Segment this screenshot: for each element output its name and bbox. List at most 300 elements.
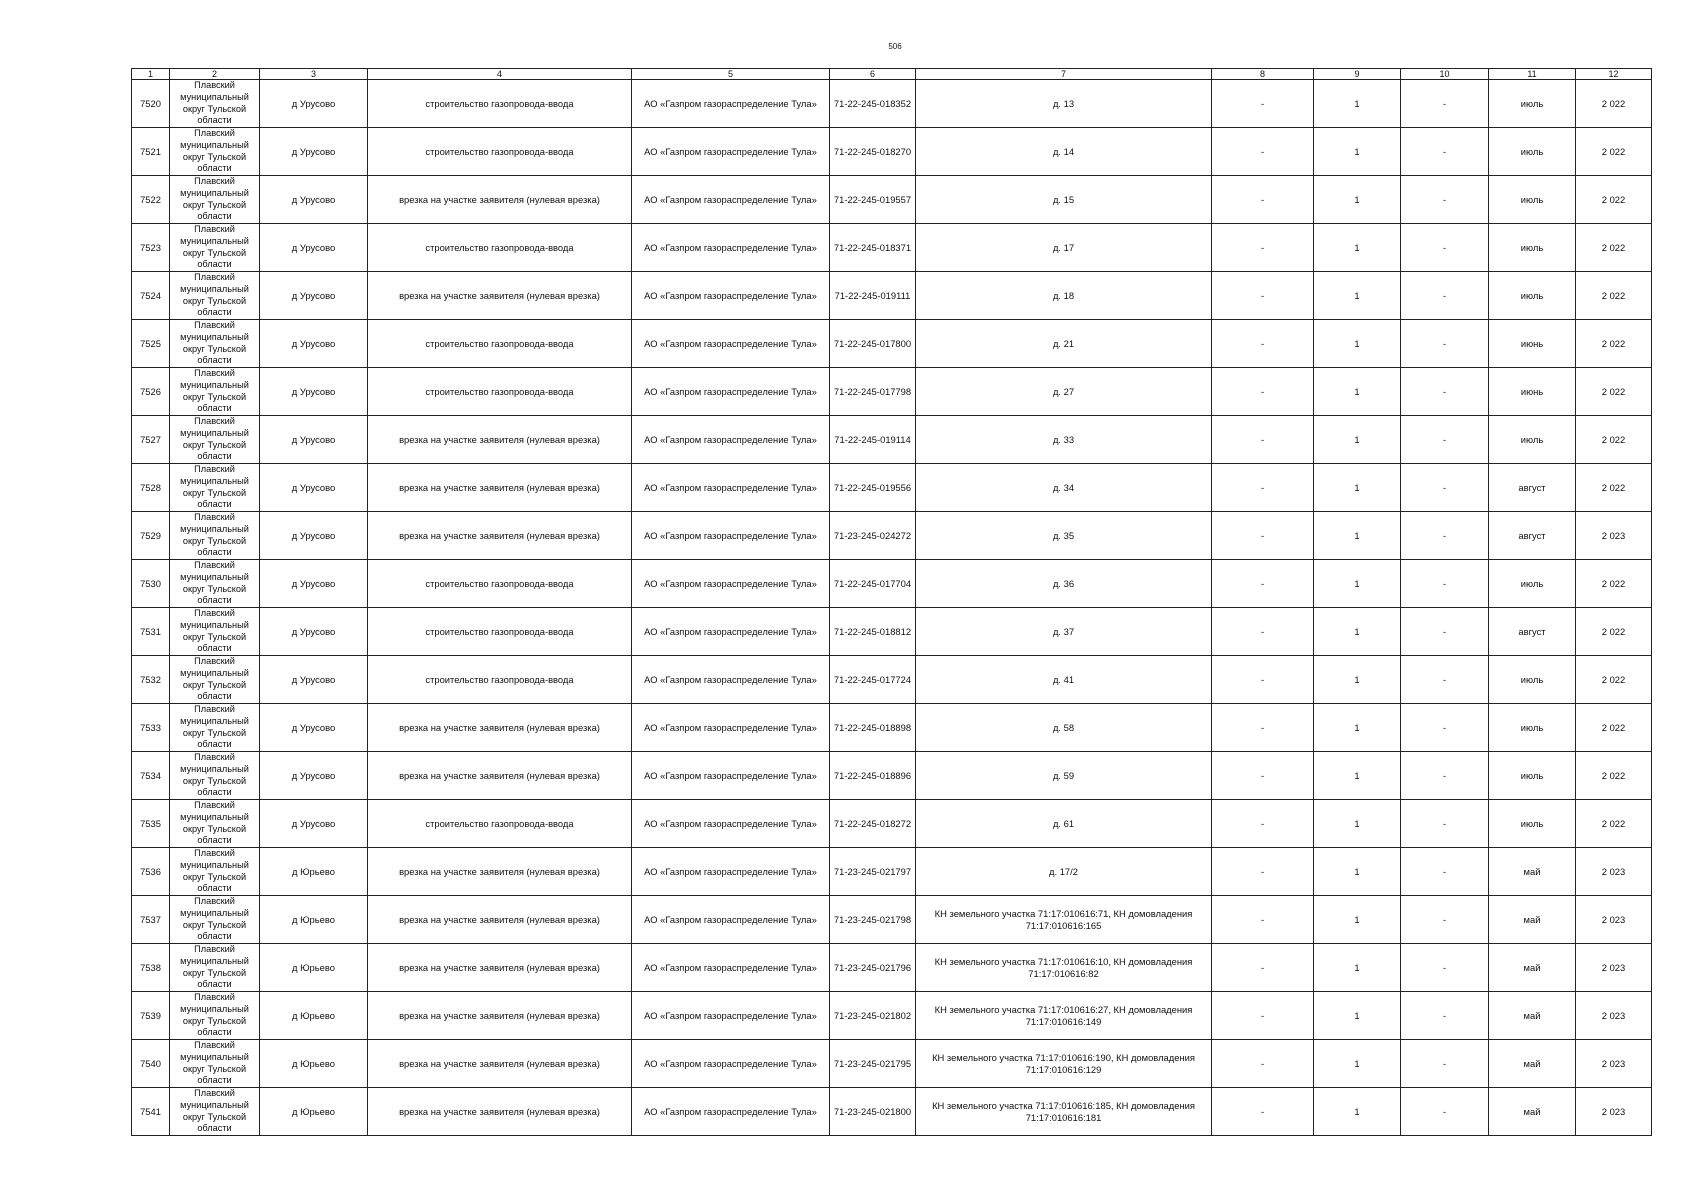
settlement-cell: д Урусово <box>260 560 368 608</box>
work-type-cell: врезка на участке заявителя (нулевая врезка) <box>368 1088 632 1136</box>
row-number-cell: 7522 <box>132 176 170 224</box>
column-8-value-cell: - <box>1212 608 1314 656</box>
month-cell: июль <box>1489 272 1576 320</box>
municipality-cell: Плавский муниципальный округ Тульской области <box>170 1088 260 1136</box>
municipality-cell: Плавский муниципальный округ Тульской области <box>170 464 260 512</box>
quantity-cell: 1 <box>1314 80 1401 128</box>
settlement-cell: д Юрьево <box>260 944 368 992</box>
month-cell: июль <box>1489 800 1576 848</box>
settlement-cell: д Урусово <box>260 320 368 368</box>
row-number-cell: 7526 <box>132 368 170 416</box>
column-number-row <box>132 69 1652 80</box>
table-row <box>132 848 1652 896</box>
column-10-value-cell: - <box>1401 800 1489 848</box>
column-header-12: 12 <box>1576 69 1652 80</box>
year-cell: 2 023 <box>1576 896 1652 944</box>
quantity-cell: 1 <box>1314 848 1401 896</box>
settlement-cell: д Урусово <box>260 128 368 176</box>
settlement-cell: д Урусово <box>260 752 368 800</box>
table-row <box>132 656 1652 704</box>
municipality-cell: Плавский муниципальный округ Тульской области <box>170 1040 260 1088</box>
table-row <box>132 1040 1652 1088</box>
object-address-cell: д. 37 <box>916 608 1212 656</box>
organization-cell: АО «Газпром газораспределение Тула» <box>632 320 830 368</box>
settlement-cell: д Урусово <box>260 224 368 272</box>
month-cell: май <box>1489 944 1576 992</box>
year-cell: 2 022 <box>1576 800 1652 848</box>
row-number-cell: 7525 <box>132 320 170 368</box>
work-type-cell: строительство газопровода-ввода <box>368 368 632 416</box>
year-cell: 2 022 <box>1576 80 1652 128</box>
row-number-cell: 7534 <box>132 752 170 800</box>
month-cell: июль <box>1489 704 1576 752</box>
object-address-cell: д. 33 <box>916 416 1212 464</box>
work-type-cell: врезка на участке заявителя (нулевая врезка) <box>368 944 632 992</box>
municipality-cell: Плавский муниципальный округ Тульской области <box>170 992 260 1040</box>
quantity-cell: 1 <box>1314 464 1401 512</box>
column-header-1: 1 <box>132 69 170 80</box>
column-8-value-cell: - <box>1212 224 1314 272</box>
work-type-cell: строительство газопровода-ввода <box>368 560 632 608</box>
application-number-cell: 71-22-245-017704 <box>830 560 916 608</box>
application-number-cell: 71-23-245-021800 <box>830 1088 916 1136</box>
quantity-cell: 1 <box>1314 560 1401 608</box>
row-number-cell: 7533 <box>132 704 170 752</box>
column-header-7: 7 <box>916 69 1212 80</box>
year-cell: 2 022 <box>1576 416 1652 464</box>
column-10-value-cell: - <box>1401 464 1489 512</box>
organization-cell: АО «Газпром газораспределение Тула» <box>632 560 830 608</box>
work-type-cell: строительство газопровода-ввода <box>368 80 632 128</box>
municipality-cell: Плавский муниципальный округ Тульской области <box>170 656 260 704</box>
year-cell: 2 023 <box>1576 1088 1652 1136</box>
object-address-cell: КН земельного участка 71:17:010616:10, КН домовладения 71:17:010616:82 <box>916 944 1212 992</box>
application-number-cell: 71-22-245-018270 <box>830 128 916 176</box>
table-row <box>132 560 1652 608</box>
work-type-cell: врезка на участке заявителя (нулевая врезка) <box>368 896 632 944</box>
column-8-value-cell: - <box>1212 368 1314 416</box>
year-cell: 2 022 <box>1576 272 1652 320</box>
row-number-cell: 7524 <box>132 272 170 320</box>
row-number-cell: 7541 <box>132 1088 170 1136</box>
year-cell: 2 023 <box>1576 848 1652 896</box>
month-cell: июль <box>1489 80 1576 128</box>
organization-cell: АО «Газпром газораспределение Тула» <box>632 224 830 272</box>
column-8-value-cell: - <box>1212 560 1314 608</box>
quantity-cell: 1 <box>1314 608 1401 656</box>
month-cell: июль <box>1489 224 1576 272</box>
work-type-cell: строительство газопровода-ввода <box>368 320 632 368</box>
quantity-cell: 1 <box>1314 512 1401 560</box>
month-cell: июль <box>1489 656 1576 704</box>
organization-cell: АО «Газпром газораспределение Тула» <box>632 944 830 992</box>
municipality-cell: Плавский муниципальный округ Тульской области <box>170 416 260 464</box>
column-10-value-cell: - <box>1401 944 1489 992</box>
column-10-value-cell: - <box>1401 320 1489 368</box>
application-number-cell: 71-22-245-018371 <box>830 224 916 272</box>
object-address-cell: д. 17 <box>916 224 1212 272</box>
row-number-cell: 7540 <box>132 1040 170 1088</box>
quantity-cell: 1 <box>1314 992 1401 1040</box>
work-type-cell: врезка на участке заявителя (нулевая врезка) <box>368 464 632 512</box>
settlement-cell: д Урусово <box>260 512 368 560</box>
object-address-cell: д. 18 <box>916 272 1212 320</box>
settlement-cell: д Юрьево <box>260 848 368 896</box>
row-number-cell: 7521 <box>132 128 170 176</box>
application-number-cell: 71-22-245-018352 <box>830 80 916 128</box>
row-number-cell: 7530 <box>132 560 170 608</box>
municipality-cell: Плавский муниципальный округ Тульской области <box>170 272 260 320</box>
organization-cell: АО «Газпром газораспределение Тула» <box>632 416 830 464</box>
application-number-cell: 71-22-245-017724 <box>830 656 916 704</box>
column-10-value-cell: - <box>1401 992 1489 1040</box>
object-address-cell: д. 36 <box>916 560 1212 608</box>
settlement-cell: д Урусово <box>260 656 368 704</box>
application-number-cell: 71-22-245-019111 <box>830 272 916 320</box>
object-address-cell: КН земельного участка 71:17:010616:71, КН домовладения 71:17:010616:165 <box>916 896 1212 944</box>
month-cell: август <box>1489 464 1576 512</box>
column-10-value-cell: - <box>1401 176 1489 224</box>
work-type-cell: врезка на участке заявителя (нулевая врезка) <box>368 416 632 464</box>
column-8-value-cell: - <box>1212 128 1314 176</box>
column-10-value-cell: - <box>1401 368 1489 416</box>
year-cell: 2 023 <box>1576 1040 1652 1088</box>
settlement-cell: д Юрьево <box>260 1088 368 1136</box>
table-row <box>132 176 1652 224</box>
object-address-cell: д. 13 <box>916 80 1212 128</box>
municipality-cell: Плавский муниципальный округ Тульской области <box>170 848 260 896</box>
month-cell: июнь <box>1489 368 1576 416</box>
year-cell: 2 022 <box>1576 128 1652 176</box>
column-8-value-cell: - <box>1212 464 1314 512</box>
quantity-cell: 1 <box>1314 752 1401 800</box>
table-row <box>132 368 1652 416</box>
year-cell: 2 022 <box>1576 656 1652 704</box>
municipality-cell: Плавский муниципальный округ Тульской области <box>170 80 260 128</box>
work-type-cell: врезка на участке заявителя (нулевая врезка) <box>368 752 632 800</box>
municipality-cell: Плавский муниципальный округ Тульской области <box>170 368 260 416</box>
year-cell: 2 022 <box>1576 752 1652 800</box>
settlement-cell: д Урусово <box>260 368 368 416</box>
month-cell: июнь <box>1489 320 1576 368</box>
year-cell: 2 023 <box>1576 992 1652 1040</box>
municipality-cell: Плавский муниципальный округ Тульской области <box>170 704 260 752</box>
organization-cell: АО «Газпром газораспределение Тула» <box>632 608 830 656</box>
column-8-value-cell: - <box>1212 944 1314 992</box>
work-type-cell: строительство газопровода-ввода <box>368 656 632 704</box>
quantity-cell: 1 <box>1314 704 1401 752</box>
column-10-value-cell: - <box>1401 656 1489 704</box>
column-10-value-cell: - <box>1401 1088 1489 1136</box>
quantity-cell: 1 <box>1314 272 1401 320</box>
column-header-2: 2 <box>170 69 260 80</box>
register-table <box>131 68 1652 1136</box>
month-cell: май <box>1489 1088 1576 1136</box>
column-header-4: 4 <box>368 69 632 80</box>
work-type-cell: врезка на участке заявителя (нулевая врезка) <box>368 512 632 560</box>
row-number-cell: 7538 <box>132 944 170 992</box>
year-cell: 2 022 <box>1576 224 1652 272</box>
quantity-cell: 1 <box>1314 1088 1401 1136</box>
month-cell: май <box>1489 848 1576 896</box>
application-number-cell: 71-22-245-019557 <box>830 176 916 224</box>
application-number-cell: 71-23-245-021802 <box>830 992 916 1040</box>
column-8-value-cell: - <box>1212 752 1314 800</box>
row-number-cell: 7528 <box>132 464 170 512</box>
column-10-value-cell: - <box>1401 272 1489 320</box>
row-number-cell: 7523 <box>132 224 170 272</box>
row-number-cell: 7527 <box>132 416 170 464</box>
table-row <box>132 704 1652 752</box>
organization-cell: АО «Газпром газораспределение Тула» <box>632 1088 830 1136</box>
work-type-cell: врезка на участке заявителя (нулевая врезка) <box>368 992 632 1040</box>
object-address-cell: д. 35 <box>916 512 1212 560</box>
month-cell: май <box>1489 1040 1576 1088</box>
column-8-value-cell: - <box>1212 896 1314 944</box>
month-cell: август <box>1489 512 1576 560</box>
municipality-cell: Плавский муниципальный округ Тульской области <box>170 608 260 656</box>
organization-cell: АО «Газпром газораспределение Тула» <box>632 1040 830 1088</box>
column-10-value-cell: - <box>1401 896 1489 944</box>
table-row <box>132 80 1652 128</box>
table-row <box>132 992 1652 1040</box>
organization-cell: АО «Газпром газораспределение Тула» <box>632 272 830 320</box>
quantity-cell: 1 <box>1314 896 1401 944</box>
page-number: 506 <box>888 42 902 51</box>
application-number-cell: 71-23-245-024272 <box>830 512 916 560</box>
object-address-cell: д. 41 <box>916 656 1212 704</box>
month-cell: май <box>1489 992 1576 1040</box>
organization-cell: АО «Газпром газораспределение Тула» <box>632 896 830 944</box>
settlement-cell: д Урусово <box>260 272 368 320</box>
organization-cell: АО «Газпром газораспределение Тула» <box>632 368 830 416</box>
month-cell: июль <box>1489 176 1576 224</box>
quantity-cell: 1 <box>1314 176 1401 224</box>
object-address-cell: д. 21 <box>916 320 1212 368</box>
object-address-cell: КН земельного участка 71:17:010616:27, КН домовладения 71:17:010616:149 <box>916 992 1212 1040</box>
row-number-cell: 7531 <box>132 608 170 656</box>
settlement-cell: д Юрьево <box>260 896 368 944</box>
municipality-cell: Плавский муниципальный округ Тульской области <box>170 128 260 176</box>
column-10-value-cell: - <box>1401 80 1489 128</box>
application-number-cell: 71-22-245-019556 <box>830 464 916 512</box>
work-type-cell: строительство газопровода-ввода <box>368 608 632 656</box>
row-number-cell: 7537 <box>132 896 170 944</box>
application-number-cell: 71-22-245-017798 <box>830 368 916 416</box>
organization-cell: АО «Газпром газораспределение Тула» <box>632 704 830 752</box>
row-number-cell: 7520 <box>132 80 170 128</box>
column-10-value-cell: - <box>1401 608 1489 656</box>
column-8-value-cell: - <box>1212 512 1314 560</box>
table-row <box>132 128 1652 176</box>
work-type-cell: врезка на участке заявителя (нулевая врезка) <box>368 848 632 896</box>
quantity-cell: 1 <box>1314 416 1401 464</box>
settlement-cell: д Юрьево <box>260 992 368 1040</box>
object-address-cell: д. 61 <box>916 800 1212 848</box>
column-8-value-cell: - <box>1212 992 1314 1040</box>
application-number-cell: 71-22-245-019114 <box>830 416 916 464</box>
year-cell: 2 022 <box>1576 704 1652 752</box>
table-row <box>132 944 1652 992</box>
column-8-value-cell: - <box>1212 1088 1314 1136</box>
work-type-cell: строительство газопровода-ввода <box>368 128 632 176</box>
settlement-cell: д Урусово <box>260 464 368 512</box>
work-type-cell: врезка на участке заявителя (нулевая врезка) <box>368 1040 632 1088</box>
table-row <box>132 896 1652 944</box>
table-row <box>132 752 1652 800</box>
work-type-cell: строительство газопровода-ввода <box>368 800 632 848</box>
application-number-cell: 71-22-245-018896 <box>830 752 916 800</box>
table-row <box>132 416 1652 464</box>
column-8-value-cell: - <box>1212 848 1314 896</box>
object-address-cell: д. 58 <box>916 704 1212 752</box>
column-10-value-cell: - <box>1401 1040 1489 1088</box>
application-number-cell: 71-22-245-018272 <box>830 800 916 848</box>
organization-cell: АО «Газпром газораспределение Тула» <box>632 512 830 560</box>
table-row <box>132 272 1652 320</box>
column-header-10: 10 <box>1401 69 1489 80</box>
organization-cell: АО «Газпром газораспределение Тула» <box>632 752 830 800</box>
table-row <box>132 320 1652 368</box>
quantity-cell: 1 <box>1314 944 1401 992</box>
municipality-cell: Плавский муниципальный округ Тульской области <box>170 224 260 272</box>
settlement-cell: д Урусово <box>260 416 368 464</box>
column-8-value-cell: - <box>1212 800 1314 848</box>
application-number-cell: 71-23-245-021798 <box>830 896 916 944</box>
table-row <box>132 512 1652 560</box>
municipality-cell: Плавский муниципальный округ Тульской области <box>170 752 260 800</box>
month-cell: июль <box>1489 560 1576 608</box>
municipality-cell: Плавский муниципальный округ Тульской области <box>170 560 260 608</box>
column-header-3: 3 <box>260 69 368 80</box>
column-8-value-cell: - <box>1212 176 1314 224</box>
object-address-cell: д. 14 <box>916 128 1212 176</box>
quantity-cell: 1 <box>1314 656 1401 704</box>
municipality-cell: Плавский муниципальный округ Тульской области <box>170 320 260 368</box>
municipality-cell: Плавский муниципальный округ Тульской области <box>170 944 260 992</box>
row-number-cell: 7535 <box>132 800 170 848</box>
column-10-value-cell: - <box>1401 752 1489 800</box>
column-8-value-cell: - <box>1212 656 1314 704</box>
column-10-value-cell: - <box>1401 128 1489 176</box>
row-number-cell: 7539 <box>132 992 170 1040</box>
table-row <box>132 464 1652 512</box>
column-8-value-cell: - <box>1212 80 1314 128</box>
column-8-value-cell: - <box>1212 416 1314 464</box>
column-10-value-cell: - <box>1401 704 1489 752</box>
settlement-cell: д Урусово <box>260 176 368 224</box>
application-number-cell: 71-23-245-021795 <box>830 1040 916 1088</box>
application-number-cell: 71-22-245-017800 <box>830 320 916 368</box>
month-cell: июль <box>1489 752 1576 800</box>
column-8-value-cell: - <box>1212 704 1314 752</box>
settlement-cell: д Урусово <box>260 800 368 848</box>
settlement-cell: д Урусово <box>260 80 368 128</box>
organization-cell: АО «Газпром газораспределение Тула» <box>632 464 830 512</box>
column-8-value-cell: - <box>1212 272 1314 320</box>
month-cell: июль <box>1489 416 1576 464</box>
object-address-cell: д. 17/2 <box>916 848 1212 896</box>
column-8-value-cell: - <box>1212 320 1314 368</box>
month-cell: август <box>1489 608 1576 656</box>
year-cell: 2 023 <box>1576 512 1652 560</box>
table-row <box>132 800 1652 848</box>
application-number-cell: 71-22-245-018812 <box>830 608 916 656</box>
year-cell: 2 022 <box>1576 464 1652 512</box>
quantity-cell: 1 <box>1314 800 1401 848</box>
object-address-cell: д. 59 <box>916 752 1212 800</box>
organization-cell: АО «Газпром газораспределение Тула» <box>632 992 830 1040</box>
organization-cell: АО «Газпром газораспределение Тула» <box>632 128 830 176</box>
object-address-cell: д. 15 <box>916 176 1212 224</box>
month-cell: июль <box>1489 128 1576 176</box>
municipality-cell: Плавский муниципальный округ Тульской области <box>170 176 260 224</box>
quantity-cell: 1 <box>1314 1040 1401 1088</box>
year-cell: 2 022 <box>1576 320 1652 368</box>
quantity-cell: 1 <box>1314 128 1401 176</box>
application-number-cell: 71-22-245-018898 <box>830 704 916 752</box>
column-header-8: 8 <box>1212 69 1314 80</box>
organization-cell: АО «Газпром газораспределение Тула» <box>632 176 830 224</box>
table-row <box>132 608 1652 656</box>
organization-cell: АО «Газпром газораспределение Тула» <box>632 656 830 704</box>
column-10-value-cell: - <box>1401 224 1489 272</box>
quantity-cell: 1 <box>1314 320 1401 368</box>
settlement-cell: д Юрьево <box>260 1040 368 1088</box>
organization-cell: АО «Газпром газораспределение Тула» <box>632 80 830 128</box>
table-row <box>132 1088 1652 1136</box>
year-cell: 2 022 <box>1576 608 1652 656</box>
object-address-cell: д. 27 <box>916 368 1212 416</box>
column-header-9: 9 <box>1314 69 1401 80</box>
column-header-11: 11 <box>1489 69 1576 80</box>
year-cell: 2 023 <box>1576 944 1652 992</box>
object-address-cell: КН земельного участка 71:17:010616:185, КН домовладения 71:17:010616:181 <box>916 1088 1212 1136</box>
object-address-cell: КН земельного участка 71:17:010616:190, КН домовладения 71:17:010616:129 <box>916 1040 1212 1088</box>
year-cell: 2 022 <box>1576 368 1652 416</box>
column-10-value-cell: - <box>1401 848 1489 896</box>
municipality-cell: Плавский муниципальный округ Тульской области <box>170 800 260 848</box>
year-cell: 2 022 <box>1576 560 1652 608</box>
application-number-cell: 71-23-245-021796 <box>830 944 916 992</box>
column-8-value-cell: - <box>1212 1040 1314 1088</box>
organization-cell: АО «Газпром газораспределение Тула» <box>632 848 830 896</box>
column-10-value-cell: - <box>1401 560 1489 608</box>
row-number-cell: 7529 <box>132 512 170 560</box>
column-10-value-cell: - <box>1401 416 1489 464</box>
year-cell: 2 022 <box>1576 176 1652 224</box>
quantity-cell: 1 <box>1314 368 1401 416</box>
column-10-value-cell: - <box>1401 512 1489 560</box>
municipality-cell: Плавский муниципальный округ Тульской области <box>170 896 260 944</box>
quantity-cell: 1 <box>1314 224 1401 272</box>
object-address-cell: д. 34 <box>916 464 1212 512</box>
work-type-cell: врезка на участке заявителя (нулевая врезка) <box>368 176 632 224</box>
settlement-cell: д Урусово <box>260 608 368 656</box>
month-cell: май <box>1489 896 1576 944</box>
column-header-6: 6 <box>830 69 916 80</box>
work-type-cell: строительство газопровода-ввода <box>368 224 632 272</box>
table-row <box>132 224 1652 272</box>
row-number-cell: 7536 <box>132 848 170 896</box>
settlement-cell: д Урусово <box>260 704 368 752</box>
organization-cell: АО «Газпром газораспределение Тула» <box>632 800 830 848</box>
column-header-5: 5 <box>632 69 830 80</box>
municipality-cell: Плавский муниципальный округ Тульской области <box>170 512 260 560</box>
work-type-cell: врезка на участке заявителя (нулевая врезка) <box>368 704 632 752</box>
application-number-cell: 71-23-245-021797 <box>830 848 916 896</box>
work-type-cell: врезка на участке заявителя (нулевая врезка) <box>368 272 632 320</box>
